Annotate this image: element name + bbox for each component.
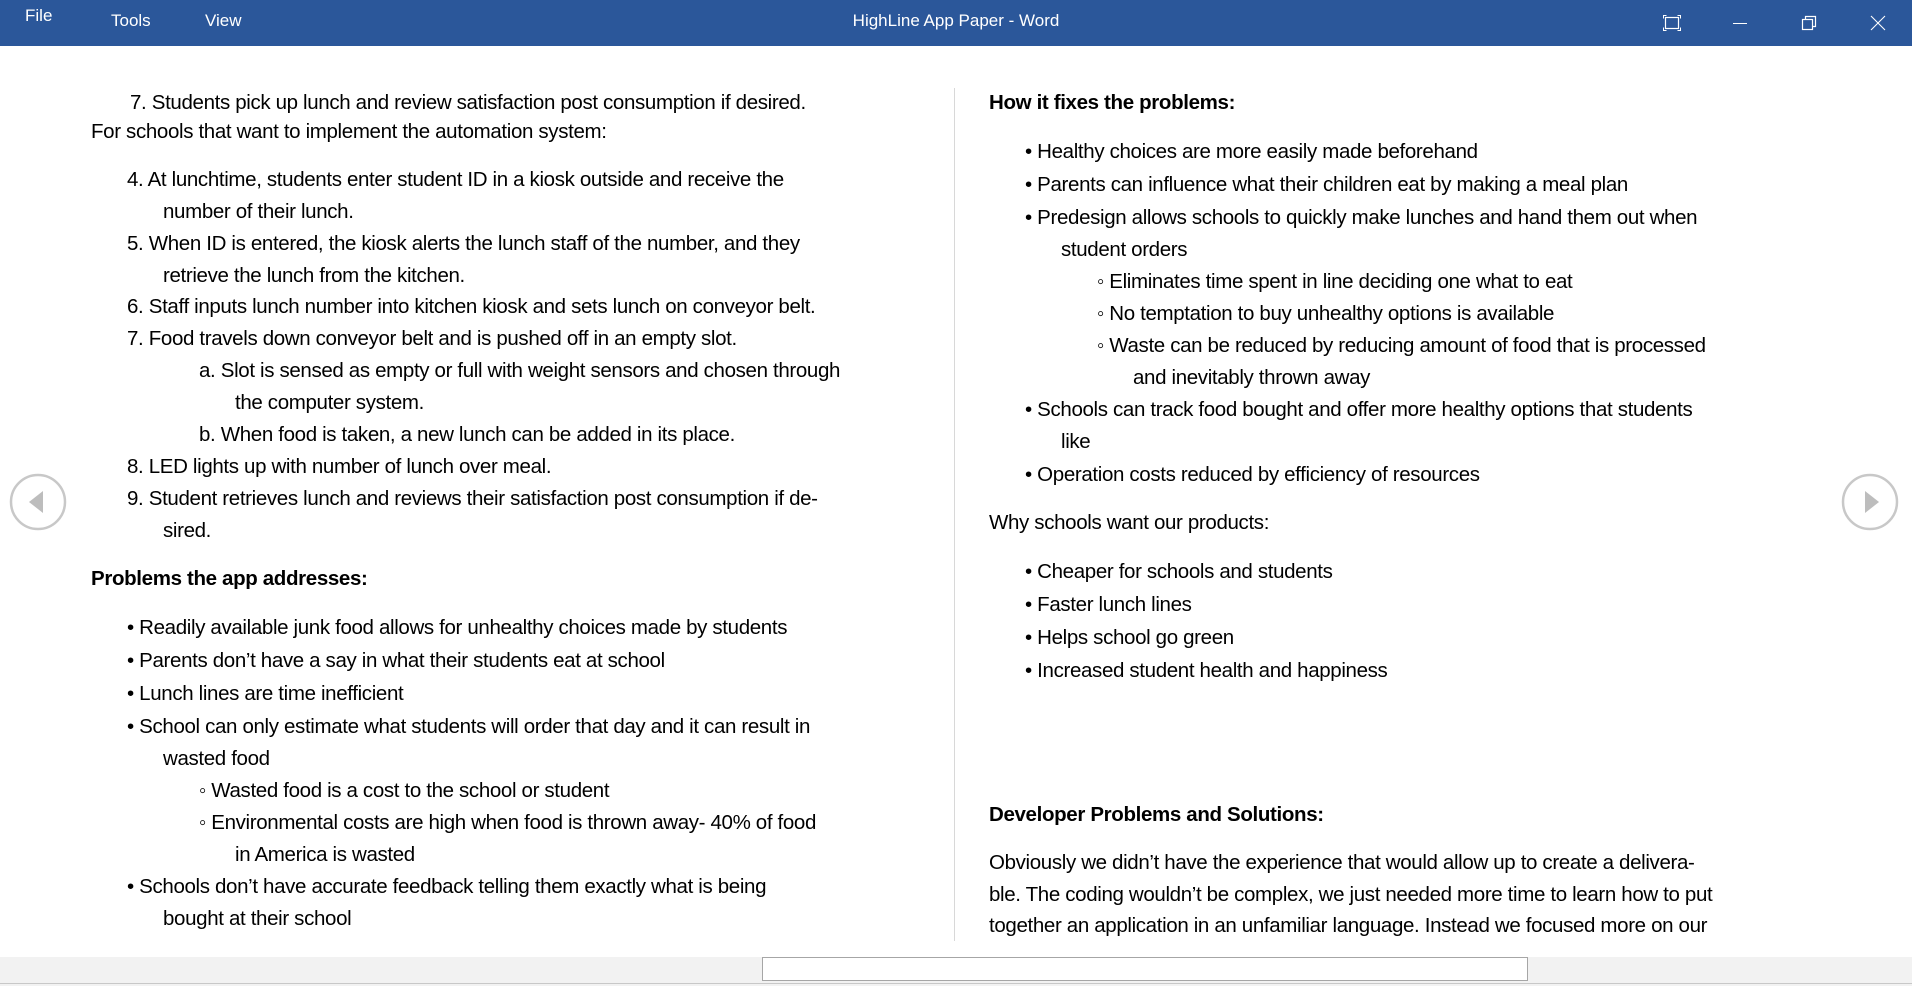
bullet-item: • Healthy choices are more easily made beforehand: [1025, 140, 1478, 163]
section-heading: Problems the app addresses:: [91, 567, 368, 590]
title-bar: [0, 0, 1912, 46]
list-item: 7. Food travels down conveyor belt and is pushed off in an empty slot.: [127, 327, 737, 350]
paragraph-line: Obviously we didn’t have the experience that would allow up to create a delivera-: [989, 851, 1695, 874]
column-divider: [954, 88, 955, 941]
list-item-continuation: number of their lunch.: [163, 200, 354, 223]
bullet-item: • School can only estimate what students will order that day and it can result in: [127, 715, 811, 738]
bullet-item: • Faster lunch lines: [1025, 593, 1192, 616]
bullet-item: • Schools don’t have accurate feedback telling them exactly what is being: [127, 875, 767, 898]
bullet-item-continuation: bought at their school: [163, 907, 352, 930]
section-heading: How it fixes the problems:: [989, 91, 1236, 114]
minimize-icon: [1732, 15, 1748, 31]
previous-page-icon: [9, 473, 67, 531]
previous-page-button[interactable]: [9, 473, 67, 531]
focus-mode-button[interactable]: [1642, 0, 1702, 46]
section-heading: Developer Problems and Solutions:: [989, 803, 1324, 826]
sub-list-item-continuation: the computer system.: [235, 391, 424, 414]
bullet-item: • Parents don’t have a say in what their students eat at school: [127, 649, 665, 672]
list-item: 5. When ID is entered, the kiosk alerts the lunch staff of the number, and they: [127, 232, 800, 255]
list-item: 9. Student retrieves lunch and reviews their satisfaction post consumption if de-: [127, 487, 818, 510]
menu-view[interactable]: View: [205, 11, 242, 30]
bullet-item: • Readily available junk food allows for unhealthy choices made by students: [127, 616, 788, 639]
list-item: 6. Staff inputs lunch number into kitchen kiosk and sets lunch on conveyor belt.: [127, 295, 816, 318]
bullet-item: • Operation costs reduced by efficiency of resources: [1025, 463, 1480, 486]
restore-icon: [1801, 15, 1817, 31]
bullet-item: • Cheaper for schools and students: [1025, 560, 1333, 583]
focus-mode-icon: [1663, 15, 1681, 31]
bullet-item-continuation: wasted food: [163, 747, 270, 770]
bullet-item: • Lunch lines are time inefficient: [127, 682, 404, 705]
bullet-item: • Helps school go green: [1025, 626, 1234, 649]
sub-bullet-item: ◦ Wasted food is a cost to the school or student: [199, 779, 610, 802]
paragraph-line: together an application in an unfamiliar language. Instead we focused more on our: [989, 914, 1708, 937]
horizontal-scrollbar-thumb[interactable]: [762, 957, 1528, 981]
paragraph-line: ble. The coding wouldn’t be complex, we just needed more time to learn how to put: [989, 883, 1713, 906]
menu-file[interactable]: File: [25, 6, 53, 25]
close-icon: [1870, 15, 1886, 31]
bullet-item-continuation: student orders: [1061, 238, 1188, 261]
paragraph-line: For schools that want to implement the automation system:: [91, 120, 607, 143]
bullet-item: • Schools can track food bought and offer more healthy options that students: [1025, 398, 1693, 421]
list-item-continuation: sired.: [163, 519, 212, 542]
minimize-button[interactable]: [1710, 0, 1770, 46]
sub-list-item: a. Slot is sensed as empty or full with weight sensors and chosen through: [199, 359, 841, 382]
sub-bullet-item: ◦ Environmental costs are high when food is thrown away- 40% of food: [199, 811, 817, 834]
sub-bullet-item: ◦ Waste can be reduced by reducing amount of food that is processed: [1097, 334, 1706, 357]
bottom-border: [0, 983, 1912, 984]
list-item: 4. At lunchtime, students enter student ID in a kiosk outside and receive the: [127, 168, 784, 191]
bullet-item: • Parents can influence what their children eat by making a meal plan: [1025, 173, 1628, 196]
list-item: 8. LED lights up with number of lunch over meal.: [127, 455, 552, 478]
restore-button[interactable]: [1779, 0, 1839, 46]
sub-bullet-item: ◦ No temptation to buy unhealthy options is available: [1097, 302, 1555, 325]
bullet-item: • Predesign allows schools to quickly make lunches and hand them out when: [1025, 206, 1698, 229]
sub-bullet-item: ◦ Eliminates time spent in line deciding one what to eat: [1097, 270, 1573, 293]
next-page-button[interactable]: [1841, 473, 1899, 531]
window-title: HighLine App Paper - Word: [852, 11, 1060, 30]
close-button[interactable]: [1848, 0, 1908, 46]
bullet-item-continuation: like: [1061, 430, 1091, 453]
paragraph-line: 7. Students pick up lunch and review satisfaction post consumption if desired.: [130, 91, 806, 114]
menu-tools[interactable]: Tools: [111, 11, 151, 30]
next-page-icon: [1841, 473, 1899, 531]
list-item-continuation: retrieve the lunch from the kitchen.: [163, 264, 465, 287]
sub-bullet-item-continuation: in America is wasted: [235, 843, 415, 866]
sub-list-item: b. When food is taken, a new lunch can be added in its place.: [199, 423, 735, 446]
sub-bullet-item-continuation: and inevitably thrown away: [1133, 366, 1371, 389]
section-heading: Why schools want our products:: [989, 511, 1270, 534]
bullet-item: • Increased student health and happiness: [1025, 659, 1388, 682]
